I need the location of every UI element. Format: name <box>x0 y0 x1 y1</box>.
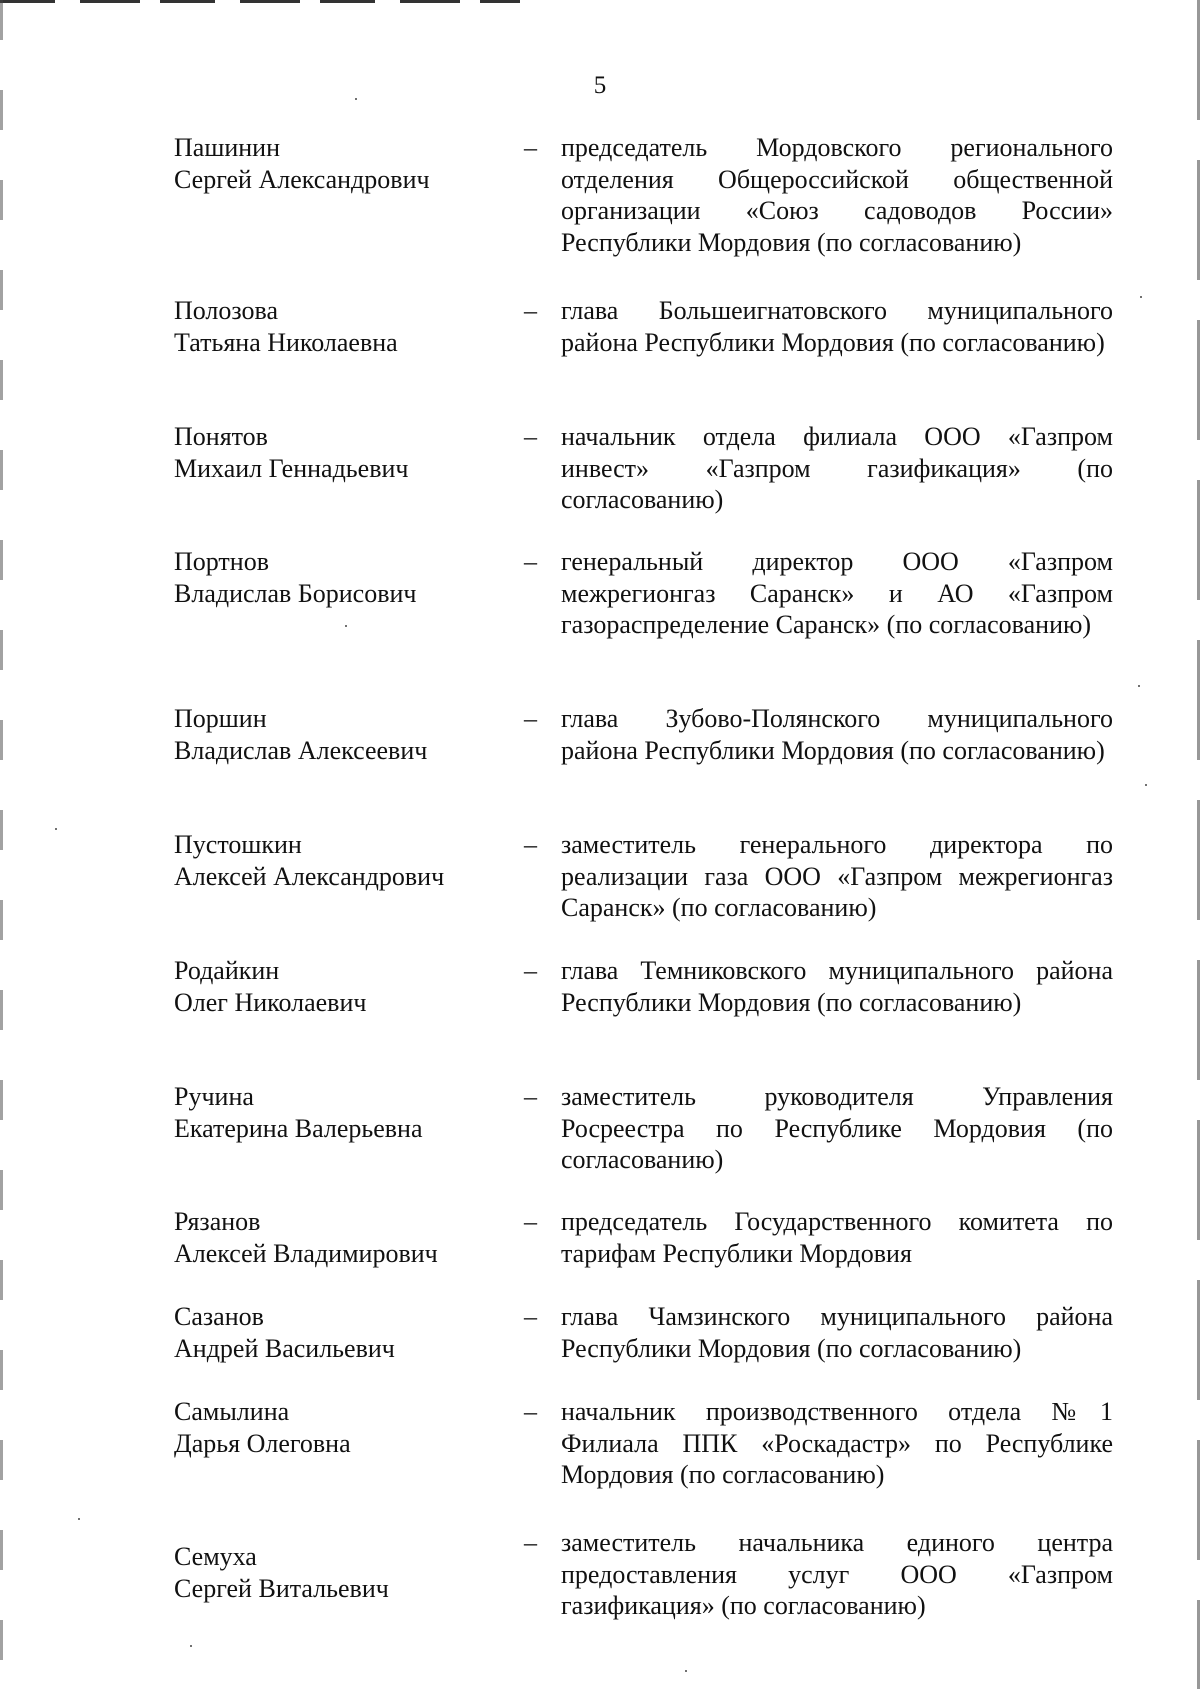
scan-edge-left <box>0 0 3 1689</box>
given-names: Олег Николаевич <box>174 987 367 1017</box>
person-name <box>174 421 514 484</box>
surname: Понятов <box>174 422 268 451</box>
dash: – <box>524 1302 537 1331</box>
given-names: Алексей Александрович <box>174 861 445 891</box>
surname: Семуха <box>174 1542 257 1571</box>
person-name <box>174 1396 514 1459</box>
person-name <box>174 955 514 1018</box>
scan-speck <box>1145 784 1147 786</box>
given-names: Владислав Алексеевич <box>174 735 428 765</box>
position-description: глава Зубово-Полянского муниципального района Республики Мордовия (по согласованию) <box>561 704 1113 765</box>
position-description: начальник отдела филиала ООО «Газпром инвест» «Газпром газификация» (по согласованию) <box>561 422 1113 514</box>
given-names: Владислав Борисович <box>174 578 417 608</box>
position-description: заместитель руководителя Управления Росреестра по Республике Мордовия (по согласованию) <box>561 1082 1113 1174</box>
scan-speck <box>1138 685 1140 687</box>
person-name <box>174 546 514 609</box>
surname: Полозова <box>174 296 278 325</box>
dash: – <box>524 1207 537 1236</box>
surname: Сазанов <box>174 1302 264 1331</box>
dash: – <box>524 296 537 325</box>
given-names: Сергей Витальевич <box>174 1573 389 1603</box>
position-description: председатель Государственного комитета по тарифам Республики Мордовия <box>561 1207 1113 1268</box>
position-description: заместитель начальника единого центра предоставления услуг ООО «Газпром газификация» (по согласованию) <box>561 1528 1113 1620</box>
given-names: Татьяна Николаевна <box>174 327 398 357</box>
dash: – <box>524 956 537 985</box>
position-description: глава Чамзинского муниципального района Республики Мордовия (по согласованию) <box>561 1302 1113 1363</box>
dash: – <box>524 133 537 162</box>
given-names: Сергей Александрович <box>174 164 430 194</box>
given-names: Алексей Владимирович <box>174 1238 438 1268</box>
position-description: глава Большеигнатовского муниципального района Республики Мордовия (по согласованию) <box>561 296 1113 357</box>
person-name <box>174 295 514 358</box>
dash: – <box>524 422 537 451</box>
given-names: Дарья Олеговна <box>174 1428 351 1458</box>
person-name <box>174 1081 514 1144</box>
scan-speck <box>345 625 347 627</box>
page-number: 5 <box>593 72 607 99</box>
person-name <box>174 1301 514 1364</box>
surname: Самылина <box>174 1397 290 1426</box>
given-names: Екатерина Валерьевна <box>174 1113 423 1143</box>
dash: – <box>524 704 537 733</box>
dash: – <box>524 1082 537 1111</box>
given-names: Михаил Геннадьевич <box>174 453 409 483</box>
scan-speck <box>1140 296 1142 298</box>
person-name <box>174 132 514 195</box>
surname: Портнов <box>174 547 269 576</box>
surname: Пашинин <box>174 133 280 162</box>
surname: Ручина <box>174 1082 254 1111</box>
scan-speck <box>685 1670 687 1672</box>
scan-speck <box>55 828 57 830</box>
scan-edge-top <box>0 0 520 3</box>
person-name <box>174 1206 514 1269</box>
dash: – <box>524 830 537 859</box>
surname: Поршин <box>174 704 267 733</box>
surname: Пустошкин <box>174 830 302 859</box>
person-name <box>174 829 514 892</box>
person-name <box>174 703 514 766</box>
person-name <box>174 1527 514 1604</box>
position-description: заместитель генерального директора по реализации газа ООО «Газпром межрегионгаз Саранск» (по согласованию) <box>561 830 1113 922</box>
surname: Рязанов <box>174 1207 261 1236</box>
position-description: председатель Мордовского регионального отделения Общероссийской общественной организации «Союз садоводов России» Республики Мордовия (по согласованию) <box>561 133 1113 257</box>
position-description: начальник производственного отдела №1 Филиала ППК «Роскадастр» по Республике Мордовия (по согласованию) <box>561 1397 1113 1489</box>
dash: – <box>524 547 537 576</box>
scan-speck <box>190 1645 192 1647</box>
dash: – <box>524 1528 537 1557</box>
scan-speck <box>78 1518 80 1520</box>
position-description: глава Темниковского муниципального района Республики Мордовия (по согласованию) <box>561 956 1113 1017</box>
given-names: Андрей Васильевич <box>174 1333 395 1363</box>
dash: – <box>524 1397 537 1426</box>
surname: Родайкин <box>174 956 280 985</box>
position-description: генеральный директор ООО «Газпром межрегионгаз Саранск» и АО «Газпром газораспределение Саранск» (по согласованию) <box>561 547 1113 639</box>
